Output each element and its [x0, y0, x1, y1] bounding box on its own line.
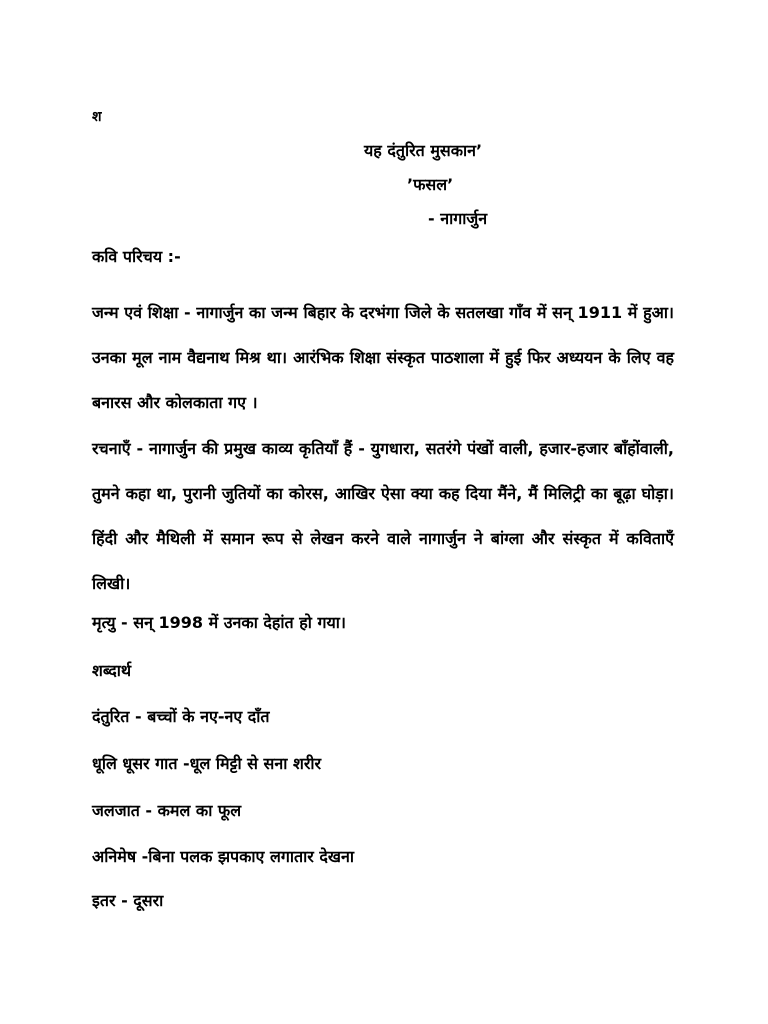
glossary-item: धूलि धूसर गात -धूल मिट्टी से सना शरीर: [92, 754, 322, 773]
works-paragraph: रचनाएँ - नागार्जुन की प्रमुख काव्य कृतियाँ हैं - युगधारा, सतरंगे पंखों वाली, हजार-हजार बाँहोंवाली, तुमने कहा था, पुरानी जुतियों का कोरस, आखिर ऐसा क्या कह दिया मैंने, मैं मिलिट्री का बूढ़ा घोड़ा। हिंदी और मैथिली में समान रूप से लेखन करने वाले नागार्जुन ने बांग्ला और संस्कृत में कविताएँ लिखी।: [92, 439, 674, 593]
glossary-heading: शब्दार्थ: [92, 661, 132, 680]
glossary-item: दंतुरित - बच्चों के नए-नए दाँत: [92, 707, 270, 726]
death-line: मृत्यु - सन् 1998 में उनका देहांत हो गया।: [92, 613, 346, 632]
poem-title-line-1: यह दंतुरित मुसकान’: [364, 141, 483, 160]
glossary-item: जलजात - कमल का फूल: [92, 801, 242, 820]
author-name: - नागार्जुन: [428, 209, 488, 228]
glossary-item: अनिमेष -बिना पलक झपकाए लगातार देखना: [92, 847, 354, 866]
poet-intro-heading: कवि परिचय :-: [92, 247, 181, 266]
glossary-item: इतर - दूसरा: [92, 891, 164, 910]
corner-mark: श: [92, 109, 102, 125]
poem-title-line-2: ’फसल’: [407, 175, 454, 194]
birth-education-paragraph: जन्म एवं शिक्षा - नागार्जुन का जन्म बिहार के दरभंगा जिले के सतलखा गाँव में सन् 1911 में हुआ। उनका मूल नाम वैद्यनाथ मिश्र था। आरंभिक शिक्षा संस्कृत पाठशाला में हुई फिर अध्ययन के लिए वह बनारस और कोलकाता गए ।: [92, 303, 674, 412]
